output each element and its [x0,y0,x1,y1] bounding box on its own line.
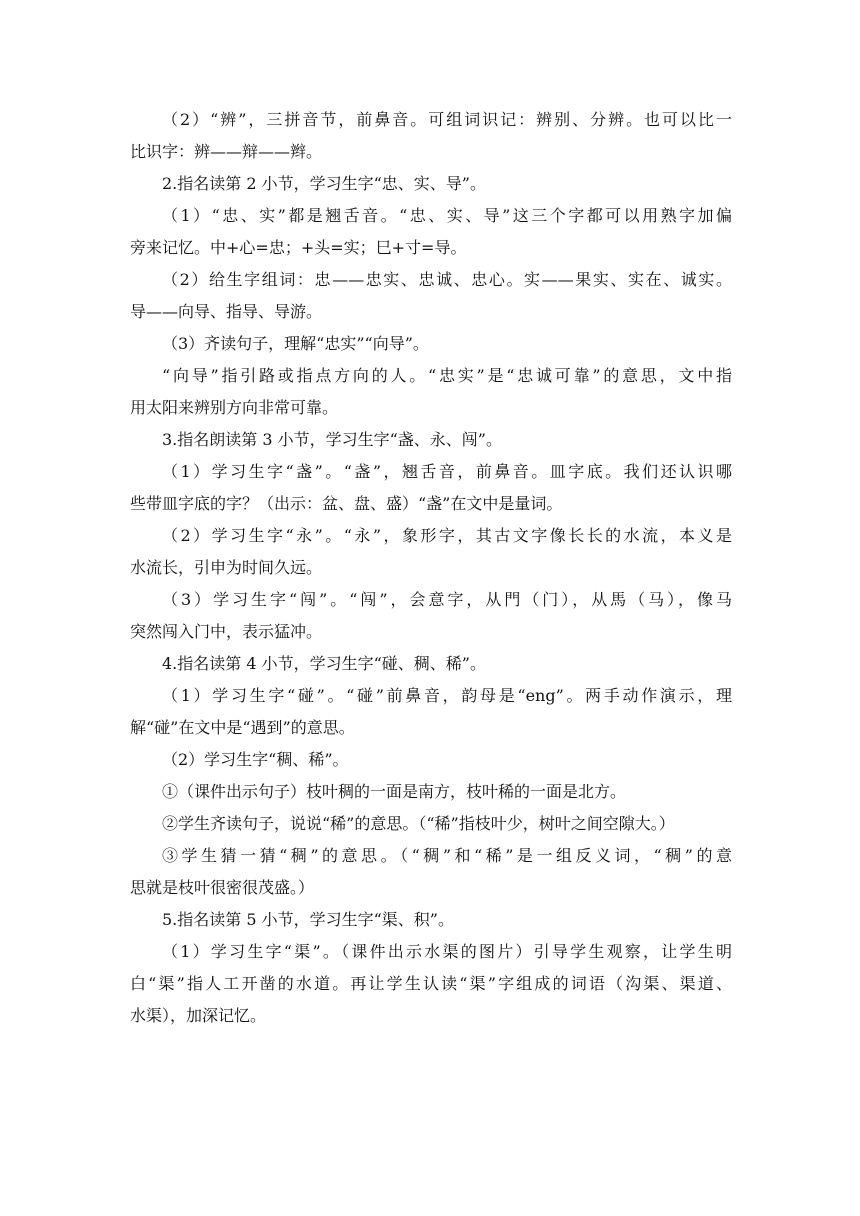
text-line: 4.指名读第 4 小节，学习生字“碰、稠、稀”。 [162,654,486,673]
text-line: （2）学习生字“永”。“永”，象形字，其古文字像长长的水流，本义是 [162,526,732,545]
text-line: 3.指名朗读第 3 小节，学习生字“盏、永、闯”。 [162,430,502,449]
text-line: （3）齐读句子，理解“忠实”“向导”。 [162,334,429,353]
text-line: 2.指名读第 2 小节，学习生字“忠、实、导”。 [162,174,486,193]
text-line: 解“碰”在文中是“遇到”的意思。 [130,718,355,737]
text-line: ②学生齐读句子，说说“稀”的意思。（“稀”指枝叶少，树叶之间空隙大。） [162,814,675,833]
text-line: （1）学习生字“盏”。“盏”，翘舌音，前鼻音。皿字底。我们还认识哪 [162,462,732,481]
text-line: 用太阳来辨别方向非常可靠。 [130,398,339,417]
text-line: 突然闯入门中，表示猛冲。 [130,622,323,641]
text-line: （1）“忠、实”都是翘舌音。“忠、实、导”这三个字都可以用熟字加偏 [162,206,732,225]
text-line: 旁来记忆。中+心=忠；+头=实；巳+寸=导。 [130,238,467,257]
text-line: （3）学习生字“闯”。“闯”，会意字，从門（门），从馬（马），像马 [162,590,732,609]
text-line: 白“渠”指人工开凿的水道。再让学生认读“渠”字组成的词语（沟渠、渠道、 [130,974,732,993]
text-line: ③学生猜一猜“稠”的意思。（“稠”和“稀”是一组反义词，“稠”的意 [162,846,732,865]
text-line: （2）“辨”，三拼音节，前鼻音。可组词识记：辨别、分辨。也可以比一 [162,110,732,129]
text-line: 比识字：辨——辩——辫。 [130,142,323,161]
text-line: （1）学习生字“碰”。“碰”前鼻音，韵母是“eng”。两手动作演示，理 [162,686,732,705]
text-line: 水渠），加深记忆。 [130,1006,267,1025]
text-line: 些带皿字底的字？（出示：盆、盘、盛）“盏”在文中是量词。 [130,494,563,513]
text-line: （1）学习生字“渠”。（课件出示水渠的图片）引导学生观察，让学生明 [162,942,732,961]
text-line: ①（课件出示句子）枝叶稠的一面是南方，枝叶稀的一面是北方。 [162,782,627,801]
text-line: 思就是枝叶很密很茂盛。） [130,878,315,897]
text-line: “向导”指引路或指点方向的人。“忠实”是“忠诚可靠”的意思，文中指 [162,366,732,385]
text-line: 水流长，引申为时间久远。 [130,558,323,577]
document-body [130,104,732,1032]
text-line: 5.指名读第 5 小节，学习生字“渠、积”。 [162,910,454,929]
text-line: （2）给生字组词：忠——忠实、忠诚、忠心。实——果实、实在、诚实。 [162,270,732,289]
text-line: 导——向导、指导、导游。 [130,302,323,321]
text-line: （2）学习生字“稠、稀”。 [162,750,349,769]
